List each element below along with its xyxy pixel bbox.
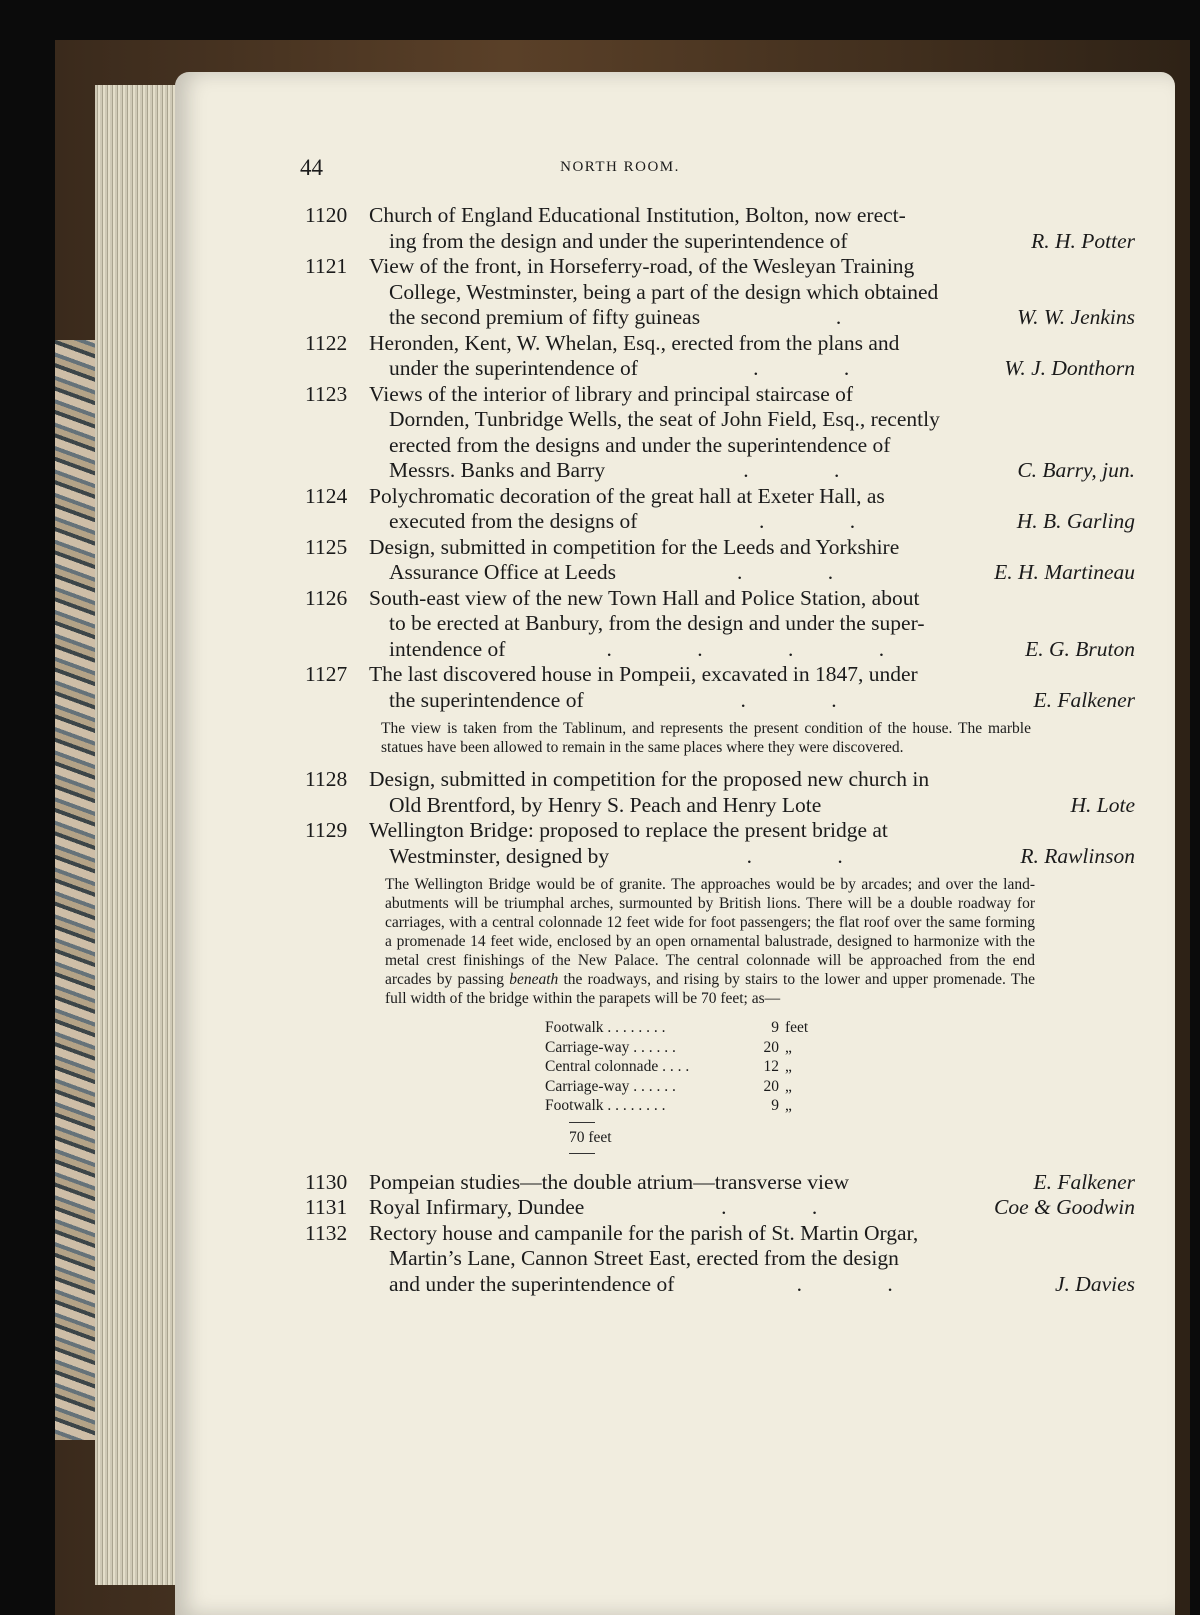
note-1129: The Wellington Bridge would be of granite. The approaches would be by arcades; and over the land-abutments will be triumphal arches, surmounted by British lions. There will be a double roadway for carriages, with a central colonnade 12 feet wide for foot passengers; the flat roof over the same forming a promenade 14 feet wide, enclosed by an open ornamental balustrade, designed to harmonize with the metal crest finishings of the New Palace. The central colonnade will be approached from the end arcades by passing beneath the roadways, and rising by stairs to the lower and upper promenade. The full width of the bridge within the parapets will be 70 feet; as— — [385, 876, 1035, 1007]
entry-line: and under the superintendence of — [389, 1271, 675, 1296]
entry-number: 1123 — [305, 381, 348, 406]
entry-author: W. J. Donthorn — [1004, 356, 1135, 380]
entry-author: E. H. Martineau — [994, 560, 1135, 584]
catalogue-entry — [305, 662, 1135, 713]
entry-author: E. G. Bruton — [1025, 636, 1135, 661]
entry-line: Polychromatic decoration of the great hall at Exeter Hall, as — [369, 483, 885, 508]
entry-author: E. Falkener — [1033, 687, 1135, 712]
entry-line: Assurance Office at Leeds — [389, 560, 617, 584]
entry-number: 1124 — [305, 483, 348, 508]
catalogue-entry — [305, 1170, 1135, 1196]
leader-dots: . . — [746, 843, 883, 868]
entry-line: erected from the designs and under the superintendence of — [389, 432, 891, 457]
entry-last-line — [369, 637, 1135, 663]
catalogue-entry — [305, 818, 1135, 869]
catalogue-entry — [305, 1195, 1135, 1221]
catalogue-entry — [305, 484, 1135, 535]
leader-dots: . . . . — [606, 636, 925, 661]
entry-author: H. B. Garling — [1016, 509, 1135, 533]
table-value: 9 — [771, 1019, 779, 1036]
entry-line: executed from the designs of — [389, 509, 638, 533]
leader-dots — [849, 1170, 1033, 1196]
widths-table — [545, 1018, 1135, 1116]
entry-author: Coe & Goodwin — [994, 1195, 1135, 1219]
running-head: NORTH ROOM. — [560, 159, 680, 175]
entry-last-line — [369, 793, 1135, 819]
entry-line: Views of the interior of library and principal staircase of — [369, 381, 854, 406]
table-label: Central colonnade . . . . — [545, 1058, 690, 1075]
entries-group-c — [305, 1170, 1135, 1298]
table-unit: feet — [785, 1019, 809, 1036]
entry-line: Royal Infirmary, Dundee — [369, 1195, 585, 1219]
page-number: 44 — [300, 155, 323, 180]
entry-line: Westminster, designed by — [389, 843, 610, 868]
entry-line: College, Westminster, being a part of the design which obtained — [389, 279, 939, 304]
catalogue-entry — [305, 1221, 1135, 1298]
entry-line: The last discovered house in Pompeii, excavated in 1847, under — [369, 662, 918, 686]
entry-last-line — [369, 560, 1135, 586]
entry-number: 1121 — [305, 254, 348, 278]
entry-number: 1131 — [305, 1195, 348, 1219]
marbled-endpaper — [55, 340, 95, 1440]
entry-line: Martin’s Lane, Cannon Street East, erected from the design — [389, 1246, 899, 1270]
entry-last-line — [369, 229, 1135, 255]
total-rule-bottom — [569, 1153, 595, 1154]
table-unit: „ — [785, 1097, 792, 1114]
table-row — [545, 1038, 1135, 1058]
entry-author: H. Lote — [1070, 792, 1135, 817]
entry-last-line — [369, 844, 1135, 870]
table-unit: „ — [785, 1038, 792, 1056]
entry-number: 1129 — [305, 818, 348, 842]
entry-last-line — [369, 1195, 1135, 1221]
entry-line: Old Brentford, by Henry S. Peach and Henry Lote — [389, 792, 822, 817]
entry-line: Pompeian studies—the double atrium—transverse view — [369, 1169, 850, 1194]
table-row — [545, 1057, 1135, 1077]
entry-author: E. Falkener — [1033, 1169, 1135, 1194]
table-label: Carriage-way . . . . . . — [545, 1077, 676, 1095]
entry-author: W. W. Jenkins — [1017, 305, 1135, 329]
leader-dots: . . — [721, 1195, 858, 1219]
entry-line: Dornden, Tunbridge Wells, the seat of John Field, Esq., recently — [389, 407, 940, 431]
table-row — [545, 1096, 1135, 1116]
leader-dots: . . — [736, 560, 874, 584]
entry-number: 1122 — [305, 330, 348, 355]
table-row — [545, 1077, 1135, 1097]
entry-line: Heronden, Kent, W. Whelan, Esq., erected from the plans and — [369, 330, 900, 355]
entry-number: 1125 — [305, 534, 348, 559]
entry-line: South-east view of the new Town Hall and Police Station, about — [369, 585, 920, 610]
entry-line: Design, submitted in competition for the proposed new church in — [369, 767, 930, 791]
catalogue-entry — [305, 254, 1135, 331]
entry-author: C. Barry, jun. — [1017, 458, 1135, 482]
catalogue-entry — [305, 331, 1135, 382]
entry-number: 1128 — [305, 767, 348, 791]
entry-line: Wellington Bridge: proposed to replace the present bridge at — [369, 818, 888, 842]
leader-dots — [821, 793, 1070, 819]
entry-last-line — [369, 1170, 1135, 1196]
entries-group-b — [305, 767, 1135, 869]
entry-author: R. H. Potter — [1031, 228, 1135, 253]
note-1127: The view is taken from the Tablinum, and represents the present condition of the house. The marble statues have been allowed to remain in the same places where they were discovered. — [381, 720, 1031, 756]
table-value: 9 — [771, 1097, 779, 1114]
catalogue-entry — [305, 382, 1135, 484]
total-rule — [569, 1122, 595, 1123]
table-value: 12 — [763, 1058, 779, 1075]
leader-dots: . — [835, 305, 882, 329]
table-unit: „ — [785, 1077, 792, 1095]
table-label: Footwalk . . . . . . . . — [545, 1019, 666, 1036]
entry-last-line — [369, 688, 1135, 714]
entry-last-line — [369, 509, 1135, 535]
table-row — [545, 1018, 1135, 1038]
entry-author: R. Rawlinson — [1020, 843, 1135, 868]
entry-number: 1130 — [305, 1169, 348, 1194]
table-label: Footwalk . . . . . . . . — [545, 1097, 666, 1114]
leader-dots — [848, 229, 1032, 255]
catalogue-entry — [305, 767, 1135, 818]
entry-line: the superintendence of — [389, 687, 584, 712]
page-header — [0, 155, 1200, 185]
leader-dots: . . — [740, 687, 877, 712]
entry-last-line — [369, 458, 1135, 484]
table-unit: „ — [785, 1058, 792, 1075]
leader-dots: . . — [796, 1271, 933, 1296]
leader-dots: . . — [753, 356, 890, 380]
entry-line: to be erected at Banbury, from the design and under the super- — [389, 611, 925, 635]
entry-last-line — [369, 1272, 1135, 1298]
catalogue-entry — [305, 586, 1135, 663]
entry-last-line — [369, 356, 1135, 382]
entry-author: J. Davies — [1055, 1271, 1135, 1296]
entry-line: under the superintendence of — [389, 356, 638, 380]
catalogue-entry — [305, 203, 1135, 254]
entry-line: intendence of — [389, 636, 506, 661]
entry-line: the second premium of fifty guineas — [389, 305, 701, 329]
leader-dots: . . — [759, 509, 896, 533]
entry-number: 1127 — [305, 662, 348, 686]
entry-line: Church of England Educational Institution, Bolton, now erect- — [369, 203, 906, 227]
catalogue-text — [305, 203, 1135, 1297]
entry-number: 1132 — [305, 1220, 348, 1245]
entry-line: ing from the design and under the superintendence of — [389, 228, 848, 253]
entry-line: Rectory house and campanile for the parish of St. Martin Orgar, — [369, 1220, 919, 1245]
leader-dots: . . — [743, 458, 880, 482]
page-edges — [95, 85, 185, 1585]
catalogue-entry — [305, 535, 1135, 586]
table-value: 20 — [763, 1038, 779, 1056]
entry-number: 1120 — [305, 203, 348, 227]
widths-total: 70 feet — [569, 1128, 612, 1146]
entry-number: 1126 — [305, 585, 348, 610]
entries-group-a — [305, 203, 1135, 713]
table-label: Carriage-way . . . . . . — [545, 1038, 676, 1056]
entry-line: View of the front, in Horseferry-road, of the Wesleyan Training — [369, 254, 915, 278]
entry-line: Messrs. Banks and Barry — [389, 458, 606, 482]
table-value: 20 — [763, 1077, 779, 1095]
entry-last-line — [369, 305, 1135, 331]
entry-line: Design, submitted in competition for the Leeds and Yorkshire — [369, 534, 900, 559]
